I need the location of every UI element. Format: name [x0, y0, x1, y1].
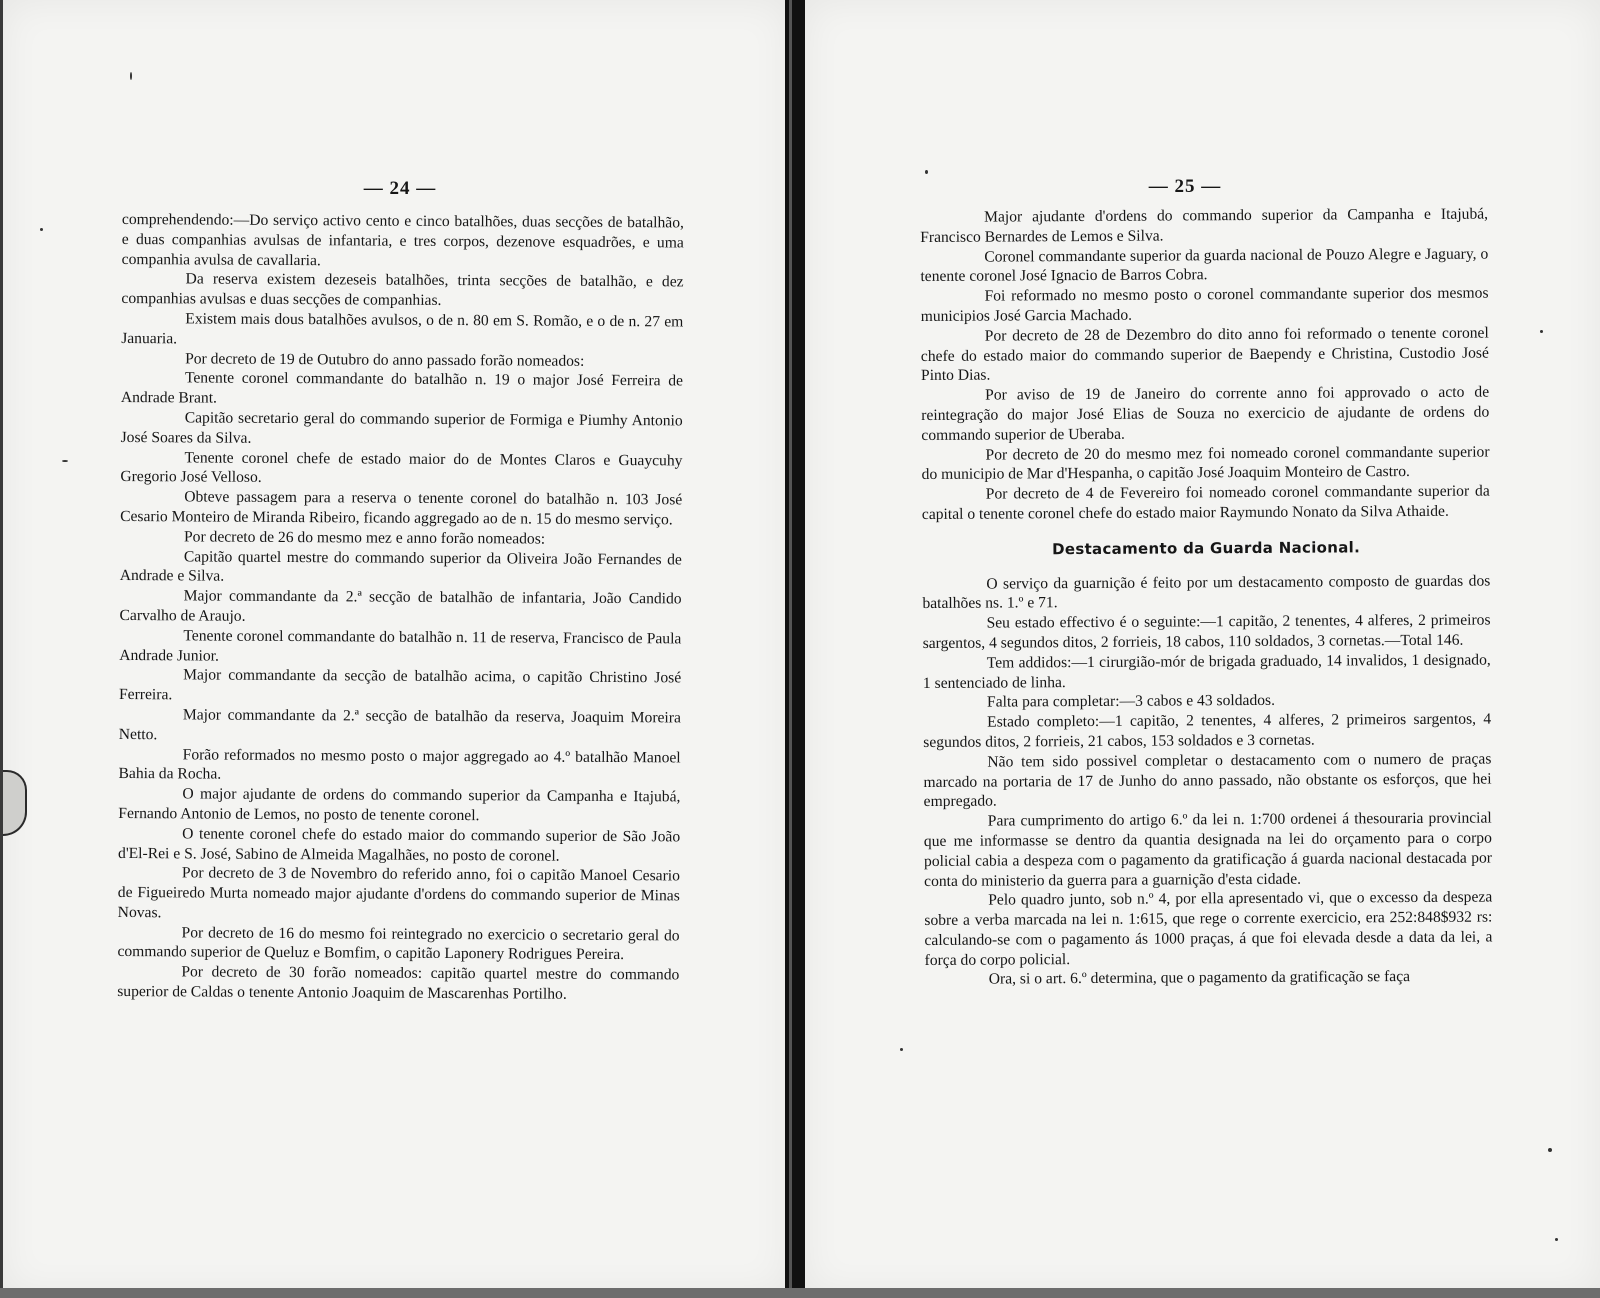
paragraph: Por decreto de 20 do mesmo mez foi nomeado coronel commandante superior do municipio de Mar d'Hespanha, o capitão José Joaquim Monteiro de Castro. [921, 443, 1490, 484]
scan-speck [900, 1048, 903, 1051]
paragraph: Forão reformados no mesmo posto o major aggregado ao 4.º batalhão Manoel Bahia da Rocha. [118, 745, 681, 783]
paragraph: Major ajudante d'ordens do commando superior da Campanha e Itajubá, Francisco Bernardes de Lemos e Silva. [920, 205, 1489, 246]
scan-speck [62, 460, 68, 462]
paragraph: Da reserva existem dezeseis batalhões, trinta secções de batalhão, e dez companhias avulsas e duas secções de companhias. [121, 270, 684, 310]
book-gutter [785, 0, 805, 1298]
paragraph: Major commandante da secção de batalhão acima, o capitão Christino José Ferreira. [118, 666, 682, 704]
page-edge-tab [3, 770, 27, 836]
paragraph: O tenente coronel chefe do estado maior do commando superior de São João d'El-Rei e S. José, Sabino de Almeida Magalhães, no posto de coronel. [118, 825, 681, 865]
right-page-number: — 25 — [1148, 176, 1222, 197]
paragraph: Capitão quartel mestre do commando superior da Oliveira João Fernandes de Andrade e Silva. [119, 547, 682, 585]
paragraph: Pelo quadro junto, sob n.º 4, por ella apresentado vi, que o excesso da despeza sobre a verba marcada na lei n. 1:615, que rege o corrente exercicio, era 252:848$932 rs: calculando-se com o pagamento ás 1000 praças, á que foi elevada desde a data da lei, a força do corpo policial. [924, 888, 1493, 969]
paragraph: Tenente coronel chefe de estado maior do de Montes Claros e Guaycuhy Gregorio José Velloso. [120, 448, 683, 487]
paragraph: Para cumprimento do artigo 6.º da lei n. 1:700 ordenei á thesouraria provincial que me informasse se dentro da quantia designada na lei do orçamento para o corpo policial cabia a despeza com o pagamento da gratificação á guarda nacional destacada por conta do ministerio da guerra para a guarnição d'esta cidade. [923, 809, 1493, 890]
paragraph: Por decreto de 26 do mesmo mez e anno forão nomeados: [183, 528, 546, 548]
paragraph: Por decreto de 3 de Novembro do referido anno, foi o capitão Manoel Cesario de Figueiredo Murta nomeado major ajudante d'ordens do commando superior de Minas Novas. [117, 864, 680, 922]
paragraph: Major commandante da 2.ª secção de batalhão de infantaria, João Candido Carvalho de Araujo. [119, 587, 682, 625]
paragraph: Por decreto de 19 de Outubro do anno passado forão nomeados: [185, 349, 585, 370]
scan-speck [130, 72, 132, 80]
paragraph: Não tem sido possivel completar o destacamento com o numero de praças marcado na portaria de 17 de Junho do anno passado, não obstante os esforços, que hei empregado. [923, 750, 1492, 811]
paragraph: Coronel commandante superior da guarda nacional de Pouzo Alegre e Jaguary, o tenente coronel José Ignacio de Barros Cobra. [920, 245, 1489, 286]
gutter-line [789, 0, 792, 1298]
left-page-number: — 24 — [363, 178, 437, 199]
scan-speck [925, 170, 928, 174]
scan-speck [1548, 1148, 1552, 1152]
paragraph: Falta para completar:—3 cabos e 43 soldados. [986, 692, 1276, 711]
scan-speck [1555, 1238, 1558, 1241]
scan-speck [40, 228, 43, 231]
paragraph: Existem mais dous batalhões avulsos, o de n. 80 em S. Romão, e o de n. 27 em Januaria. [121, 310, 684, 348]
paragraph: Seu estado effectivo é o seguinte:—1 capitão, 2 tenentes, 4 alferes, 2 primeiros sargentos, 4 segundos ditos, 2 forrieis, 18 cabos, 110 soldados, 3 cornetas.—Total 146. [922, 611, 1491, 652]
paragraph: Por aviso de 19 de Janeiro do corrente anno foi approvado o acto de reintegração do major José Elias de Souza no exercicio de ajudante de ordens do commando superior de Uberaba. [921, 383, 1490, 444]
right-page-body [920, 205, 1493, 991]
paragraph: Major commandante da 2.ª secção de batalhão da reserva, Joaquim Moreira Netto. [118, 706, 681, 743]
left-page-body [117, 210, 684, 1005]
paragraph: Ora, si o art. 6.º determina, que o pagamento da gratificação se faça [988, 968, 1411, 989]
paragraph: Tem addidos:—1 cirurgião-mór de brigada graduado, 14 invalidos, 1 designado, 1 sentenciado de linha. [922, 651, 1491, 692]
paragraph: Foi reformado no mesmo posto o coronel commandante superior dos mesmos municipios José Garcia Machado. [920, 284, 1489, 325]
section-heading: Destacamento da Guarda Nacional. [1052, 538, 1361, 558]
paragraph: O major ajudante de ordens do commando superior da Campanha e Itajubá, Fernando Antonio de Lemos, no posto de tenente coronel. [118, 785, 681, 825]
scan-speck [1540, 330, 1543, 333]
paragraph: Por decreto de 30 forão nomeados: capitão quartel mestre do commando superior de Caldas o tenente Antonio Joaquim de Mascarenhas Portilho. [117, 963, 680, 1003]
paragraph: Tenente coronel commandante do batalhão n. 19 o major José Ferreira de Andrade Brant. [120, 369, 684, 407]
paragraph: Por decreto de 16 do mesmo foi reintegrado no exercicio o secretario geral do commando superior de Queluz e Bomfim, o capitão Laponery Rodrigues Pereira. [117, 924, 680, 964]
paragraph: Estado completo:—1 capitão, 2 tenentes, 4 alferes, 2 primeiros sargentos, 4 segundos ditos, 2 forrieis, 21 cabos, 153 soldados e 3 cornetas. [923, 710, 1492, 751]
paragraph: Tenente coronel commandante do batalhão n. 11 de reserva, Francisco de Paula Andrade Junior. [119, 627, 682, 665]
paragraph: Capitão secretario geral do commando superior de Formiga e Piumhy Antonio José Soares da Silva. [120, 409, 683, 447]
paragraph: Por decreto de 28 de Dezembro do dito anno foi reformado o tenente coronel chefe do estado maior do commando superior de Baependy e Christina, Custodio José Pinto Dias. [920, 324, 1489, 385]
paragraph: Por decreto de 4 de Fevereiro foi nomeado coronel commandante superior da capital o tenente coronel chefe do estado maior Raymundo Nonato da Silva Athaide. [921, 482, 1490, 523]
paragraph: O serviço da guarnição é feito por um destacamento composto de guardas dos batalhões ns. 1.º e 71. [922, 572, 1491, 613]
bottom-edge [0, 1288, 1600, 1298]
paragraph: Obteve passagem para a reserva o tenente coronel do batalhão n. 103 José Cesario Monteiro de Miranda Ribeiro, ficando aggregado ao de n. 15 do mesmo serviço. [120, 488, 683, 529]
paragraph: comprehendendo:—Do serviço activo cento e cinco batalhões, duas secções de batalhão, e duas companhias avulsas de infantaria, e tres corpos, dezenove esquadrões, e uma companhia avulsa de cavallaria. [121, 210, 684, 269]
